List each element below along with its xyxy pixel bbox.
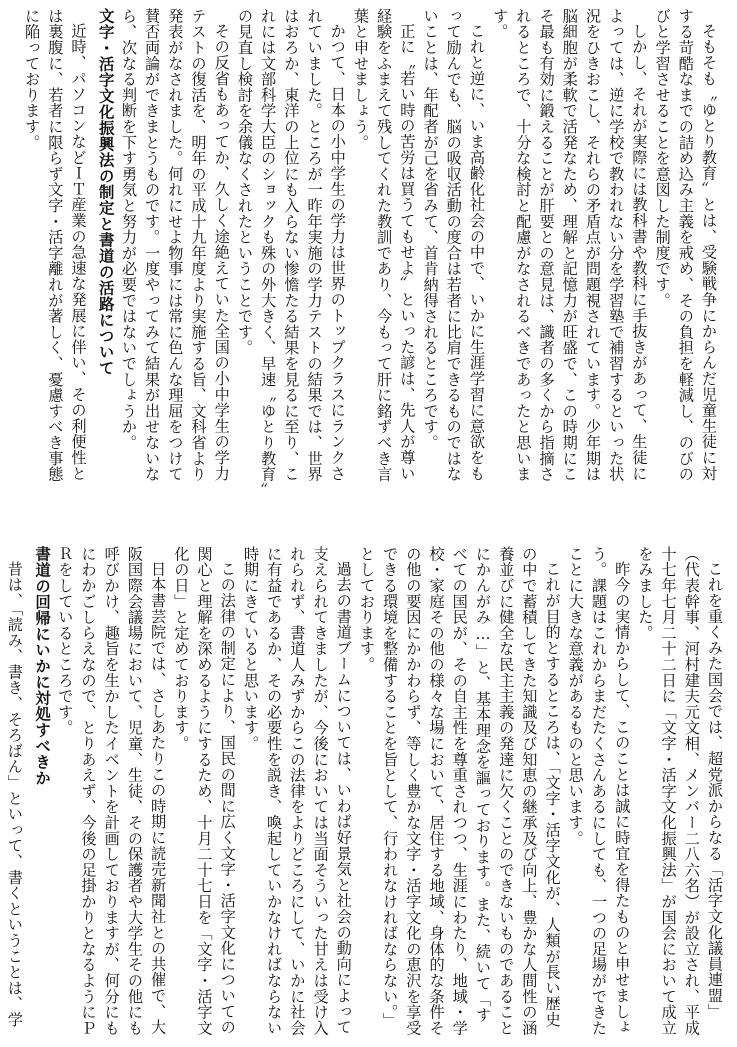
paragraph: この法律の制定により、国民の間に広く文字・活字文化についての関心と理解を深めるようにするため、十月二十七日を「文字・活字文化の日」と定めております。 xyxy=(172,546,237,1036)
paragraph: 正に〝若い時の苦労は買うてもせよ〟といった諺は、先人が尊い経験をふまえて残してくれた教訓であり、今もって肝に銘ずべき言葉と申せましょう。 xyxy=(351,8,417,482)
paragraph: 昨今の実情からして、このことは誠に時宜を得たものと申せましょう。課題はこれからまだたくさんあるにしても、一つの足場ができたことに大きな意義があるものと思います。 xyxy=(566,546,632,1036)
paragraph: 日本書芸院では、さしあたりこの時期に読売新聞社との共催で、大阪国際会議場において、児童、生徒、その保護者や大学生その他にも呼びかけ、趣旨を生かしたイベントを計画しておりますが、何分にもにわかごしらえなので、とりあえず、今後の足掛かりとなるようにＰＲをしているところです。 xyxy=(56,546,168,1036)
lower-text-block xyxy=(5,546,726,1038)
paragraph: かつて、日本の小中学生の学力は世界のトップクラスにランクされていました。ところが一昨年実施の学力テストの結果では、世界はおろか、東洋の上位にも入らない惨憺たる結果を見るに至り、これには文部科学大臣のショックも殊の外大きく、早速〝ゆとり教育〟の見直し検討を余儀なくされたということです。 xyxy=(235,8,347,491)
section-heading: 文字・活字文化振興法の制定と書道の活路について xyxy=(96,8,115,376)
paragraph: その反省もあってか、久しく途絶えていた全国の小中学生の学力テストの復活を、明年の平成十九年度より実施する旨、文科省より発表がなされました。何れにせよ物事には常に色んな理屈をつけて賛否両論ができまとうものです。一度やってみて結果が出せないなら、次なる判断を下す勇気と努力が必要ではないでしょうか。 xyxy=(119,8,231,482)
paragraph: 近時、パソコンなどＩＴ産業の急速な発展に伴い、その利便性とは裏腹に、若者に限らず文字・活字離れが著しく、憂慮すべき事態に陥っております。 xyxy=(23,8,88,482)
paragraph: 過去の書道ブームについては、いわば好景気と社会の動向によって支えられてきましたが、今後においては当面そういった甘えは受け入れられず、書道人みずからこの法律をよりどころにして、いかに社会に有益であるか、その必要性を説き、喚起していかなければならない時期にきていると思います。 xyxy=(241,546,353,1036)
paragraph: そもそも〝ゆとり教育〟とは、受験戦争にからんだ児童生徒に対する苛酷なまでの詰め込み主義を戒め、その負担を軽減し、のびのびと学習させることを意図した制度です。 xyxy=(653,8,718,482)
paragraph: これが目的とするところは、「文字・活字文化が、人類が長い歴史の中で蓄積してきた知識及び知恵の継承及び向上、豊かな人間性の涵養並びに健全な民主主義の発達に欠くことのできないものであることにかんがみ…」と、基本理念を謳っております。また、続いて「すべての国民が、その自主性を尊重されつつ、生涯にわたり、地域・学校・家庭その他の様々な場において、居住する地域、身体的な条件その他の要因にかかわらず、等しく豊かな文字・活字文化の恵沢を享受できる環境を整備することを旨として、行われなければならない。」としております。 xyxy=(357,546,562,1036)
upper-text-block xyxy=(14,8,720,496)
paragraph: 昔は、「読み、書き、そろばん」といって、書くということは、学 xyxy=(5,561,24,1028)
paragraph: しかし、それが実際には教科書や教科に手抜きがあって、生徒によっては、逆に学校で教われない分を学習塾で補習するといった状況をひきおこし、それらの矛盾点が問題視されています。少年期は脳細胞が柔軟で活発なため、理解と記憶力が旺盛で、この時期にこそ最も有効に鍛えることが肝要との意見は、識者の多くから指摘されるところで、十分な検討と配慮がなされるべきであったと思います。 xyxy=(491,8,649,482)
paragraph: これと逆に、いま高齢化社会の中で、いかに生涯学習に意欲をもって励んでも、脳の吸収活動の度合は若者に比肩できるものではないことは、年配者が己を省みて、首肯納得されるところです。 xyxy=(421,8,486,482)
section-heading: 書道の回帰にいかに対処すべきか xyxy=(33,546,52,786)
paragraph: これを重くみた国会では、超党派からなる「活字文化議員連盟」（代表幹事、河村建夫元文相、メンバー二八六名）が設立され、平成十七年七月二十二日に「文字・活字文化振興法」が国会において成立をみました。 xyxy=(636,546,724,1036)
